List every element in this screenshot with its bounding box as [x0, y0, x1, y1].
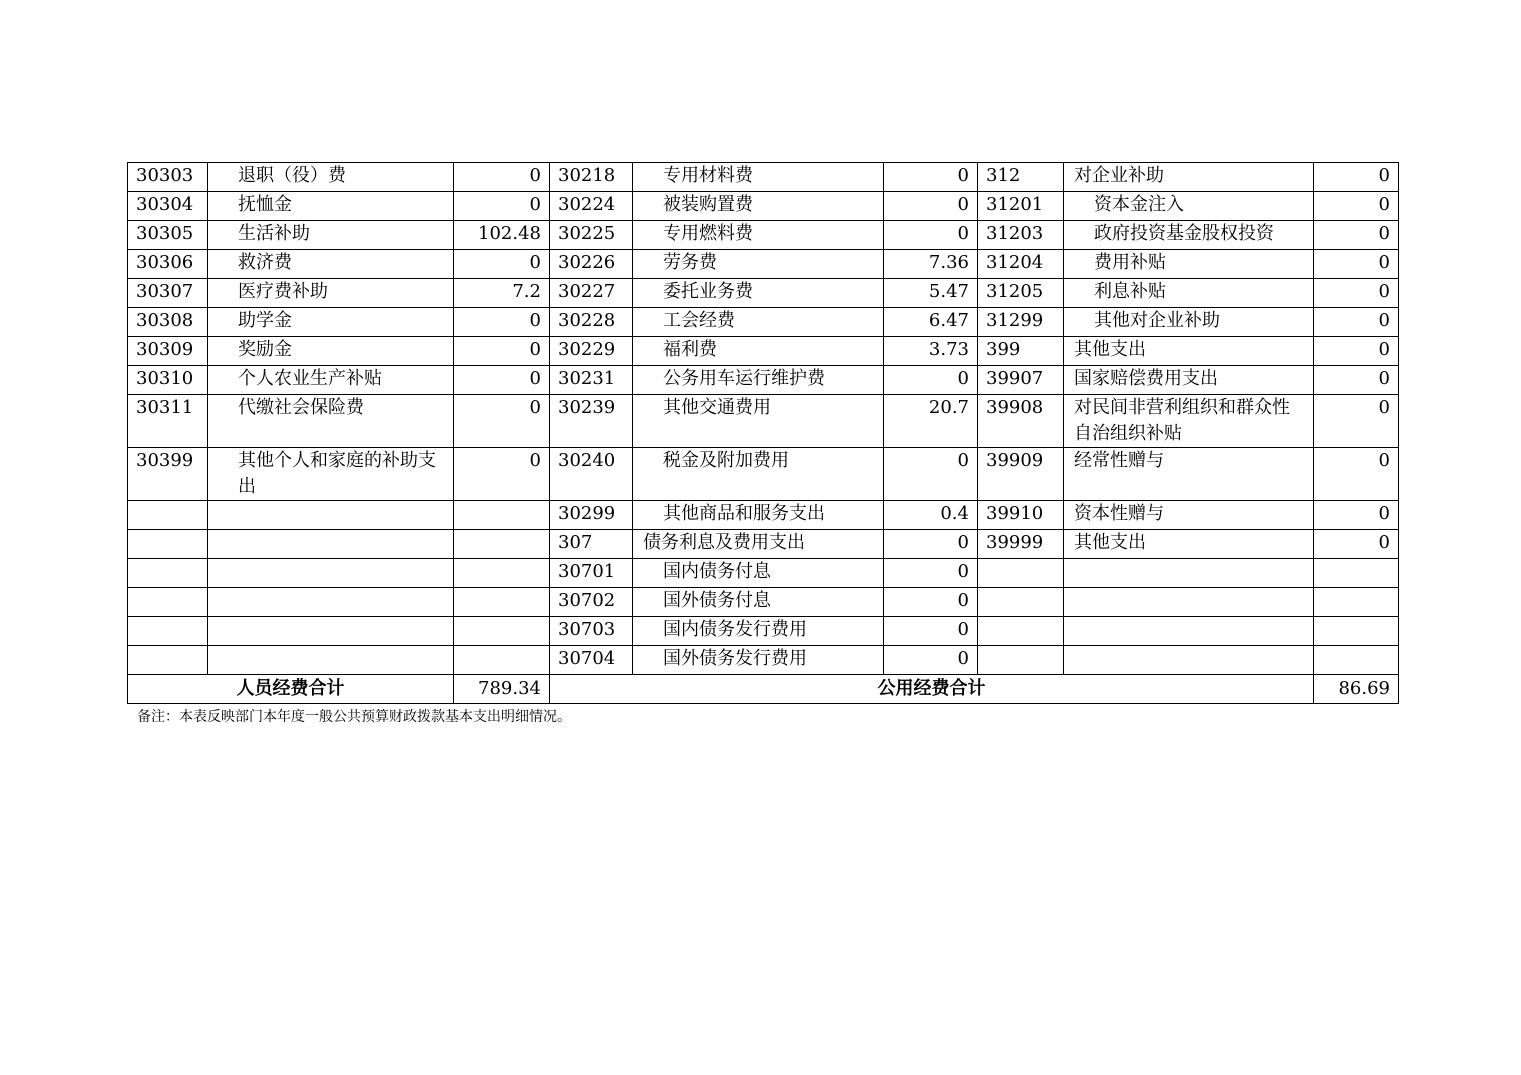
public-total-value: 86.69 [1314, 675, 1399, 704]
public-total-label: 公用经费合计 [550, 675, 1314, 704]
item-code: 30311 [128, 395, 208, 448]
item-amount: 0 [1314, 221, 1399, 250]
item-name: 资本性赠与 [1064, 501, 1314, 530]
item-code: 30306 [128, 250, 208, 279]
item-name: 奖励金 [208, 337, 454, 366]
item-code: 30701 [550, 559, 633, 588]
table-row [128, 617, 1399, 646]
item-name [1064, 617, 1314, 646]
item-name: 经常性赠与 [1064, 448, 1314, 501]
table-row [128, 221, 1399, 250]
item-name [208, 617, 454, 646]
item-amount [1314, 588, 1399, 617]
item-code: 30226 [550, 250, 633, 279]
item-name: 其他支出 [1064, 530, 1314, 559]
item-code: 30704 [550, 646, 633, 675]
item-code: 312 [978, 163, 1064, 192]
item-amount: 0 [884, 192, 978, 221]
item-name: 国家赔偿费用支出 [1064, 366, 1314, 395]
item-code: 30229 [550, 337, 633, 366]
item-code: 399 [978, 337, 1064, 366]
item-code: 31299 [978, 308, 1064, 337]
item-code [978, 617, 1064, 646]
item-name [208, 559, 454, 588]
item-name: 抚恤金 [208, 192, 454, 221]
table-row [128, 250, 1399, 279]
item-amount [454, 501, 550, 530]
item-name: 资本金注入 [1064, 192, 1314, 221]
item-name: 助学金 [208, 308, 454, 337]
item-amount: 7.2 [454, 279, 550, 308]
item-code: 30299 [550, 501, 633, 530]
item-amount: 0 [1314, 366, 1399, 395]
item-code: 30307 [128, 279, 208, 308]
item-name: 救济费 [208, 250, 454, 279]
item-code [128, 530, 208, 559]
item-code: 30231 [550, 366, 633, 395]
table-row [128, 395, 1399, 448]
item-name: 委托业务费 [633, 279, 884, 308]
item-amount: 0 [454, 250, 550, 279]
item-name: 福利费 [633, 337, 884, 366]
item-name: 医疗费补助 [208, 279, 454, 308]
totals-row [128, 675, 1399, 704]
item-amount: 0 [454, 366, 550, 395]
item-amount [454, 646, 550, 675]
table-row [128, 279, 1399, 308]
item-name: 其他交通费用 [633, 395, 884, 448]
item-amount: 0 [1314, 250, 1399, 279]
item-amount: 102.48 [454, 221, 550, 250]
item-amount [454, 530, 550, 559]
item-name [208, 588, 454, 617]
item-amount: 0 [454, 337, 550, 366]
item-code: 31203 [978, 221, 1064, 250]
item-code: 39907 [978, 366, 1064, 395]
item-name: 国外债务发行费用 [633, 646, 884, 675]
item-code: 39908 [978, 395, 1064, 448]
item-code: 30225 [550, 221, 633, 250]
table-row [128, 163, 1399, 192]
item-code [128, 559, 208, 588]
item-name: 被装购置费 [633, 192, 884, 221]
item-name: 费用补贴 [1064, 250, 1314, 279]
item-amount: 0 [454, 395, 550, 448]
budget-detail-table [127, 162, 1399, 704]
item-name [1064, 588, 1314, 617]
item-code [978, 559, 1064, 588]
item-name: 专用材料费 [633, 163, 884, 192]
item-amount: 0 [1314, 337, 1399, 366]
item-code [128, 617, 208, 646]
item-amount [1314, 617, 1399, 646]
personnel-total-value: 789.34 [454, 675, 550, 704]
item-code: 31201 [978, 192, 1064, 221]
item-code: 30703 [550, 617, 633, 646]
item-name [208, 501, 454, 530]
item-amount: 0 [1314, 163, 1399, 192]
item-name: 其他对企业补助 [1064, 308, 1314, 337]
item-name: 政府投资基金股权投资 [1064, 221, 1314, 250]
item-code: 30305 [128, 221, 208, 250]
item-code: 30399 [128, 448, 208, 501]
item-name: 税金及附加费用 [633, 448, 884, 501]
personnel-total-label: 人员经费合计 [128, 675, 454, 704]
item-name: 公务用车运行维护费 [633, 366, 884, 395]
item-name [1064, 559, 1314, 588]
item-name [1064, 646, 1314, 675]
item-name: 对民间非营利组织和群众性自治组织补贴 [1064, 395, 1314, 448]
item-amount: 0 [884, 448, 978, 501]
item-code: 39910 [978, 501, 1064, 530]
table-row [128, 559, 1399, 588]
item-amount: 0 [1314, 308, 1399, 337]
table-row [128, 337, 1399, 366]
table-row [128, 366, 1399, 395]
item-amount: 20.7 [884, 395, 978, 448]
item-code: 30702 [550, 588, 633, 617]
table-row [128, 588, 1399, 617]
table-row [128, 308, 1399, 337]
item-code: 30310 [128, 366, 208, 395]
item-name: 劳务费 [633, 250, 884, 279]
item-amount: 3.73 [884, 337, 978, 366]
item-amount: 0 [1314, 395, 1399, 448]
table-row [128, 192, 1399, 221]
item-name [208, 530, 454, 559]
item-name: 退职（役）费 [208, 163, 454, 192]
item-amount: 0 [1314, 279, 1399, 308]
item-amount: 0 [884, 530, 978, 559]
item-amount: 0.4 [884, 501, 978, 530]
item-code: 31204 [978, 250, 1064, 279]
item-code: 30308 [128, 308, 208, 337]
item-code: 31205 [978, 279, 1064, 308]
item-amount: 0 [1314, 448, 1399, 501]
item-amount [1314, 559, 1399, 588]
item-code: 307 [550, 530, 633, 559]
table-row [128, 448, 1399, 501]
item-amount [1314, 646, 1399, 675]
item-name: 债务利息及费用支出 [633, 530, 884, 559]
item-code [128, 646, 208, 675]
item-code [128, 501, 208, 530]
item-amount: 0 [454, 192, 550, 221]
item-name: 个人农业生产补贴 [208, 366, 454, 395]
budget-sheet [127, 162, 1398, 704]
item-code: 30218 [550, 163, 633, 192]
footnote: 备注：本表反映部门本年度一般公共预算财政拨款基本支出明细情况。 [137, 709, 571, 725]
item-code: 30309 [128, 337, 208, 366]
item-name: 利息补贴 [1064, 279, 1314, 308]
table-row [128, 501, 1399, 530]
item-name: 国内债务付息 [633, 559, 884, 588]
item-amount: 0 [454, 308, 550, 337]
item-name: 工会经费 [633, 308, 884, 337]
item-code [978, 588, 1064, 617]
item-amount: 0 [884, 646, 978, 675]
item-code: 30227 [550, 279, 633, 308]
item-code [128, 588, 208, 617]
item-code: 39999 [978, 530, 1064, 559]
item-amount: 0 [454, 163, 550, 192]
item-code: 30303 [128, 163, 208, 192]
item-name: 其他个人和家庭的补助支出 [208, 448, 454, 501]
item-code: 30239 [550, 395, 633, 448]
item-amount: 0 [884, 588, 978, 617]
table-row [128, 530, 1399, 559]
item-amount [454, 559, 550, 588]
item-amount: 0 [1314, 192, 1399, 221]
item-name: 其他商品和服务支出 [633, 501, 884, 530]
item-amount: 0 [884, 559, 978, 588]
item-name: 其他支出 [1064, 337, 1314, 366]
item-code [978, 646, 1064, 675]
item-name: 专用燃料费 [633, 221, 884, 250]
item-amount: 0 [1314, 530, 1399, 559]
item-amount: 0 [884, 221, 978, 250]
item-name: 对企业补助 [1064, 163, 1314, 192]
item-amount: 7.36 [884, 250, 978, 279]
item-amount: 5.47 [884, 279, 978, 308]
item-name: 生活补助 [208, 221, 454, 250]
item-code: 30240 [550, 448, 633, 501]
item-name: 国外债务付息 [633, 588, 884, 617]
item-amount: 0 [884, 617, 978, 646]
item-amount [454, 588, 550, 617]
item-name: 国内债务发行费用 [633, 617, 884, 646]
table-body [128, 163, 1399, 675]
item-amount: 0 [884, 366, 978, 395]
item-name: 代缴社会保险费 [208, 395, 454, 448]
item-amount: 6.47 [884, 308, 978, 337]
item-amount: 0 [454, 448, 550, 501]
table-row [128, 646, 1399, 675]
item-code: 30224 [550, 192, 633, 221]
item-code: 39909 [978, 448, 1064, 501]
item-code: 30304 [128, 192, 208, 221]
item-code: 30228 [550, 308, 633, 337]
item-amount: 0 [1314, 501, 1399, 530]
item-amount [454, 617, 550, 646]
item-amount: 0 [884, 163, 978, 192]
item-name [208, 646, 454, 675]
